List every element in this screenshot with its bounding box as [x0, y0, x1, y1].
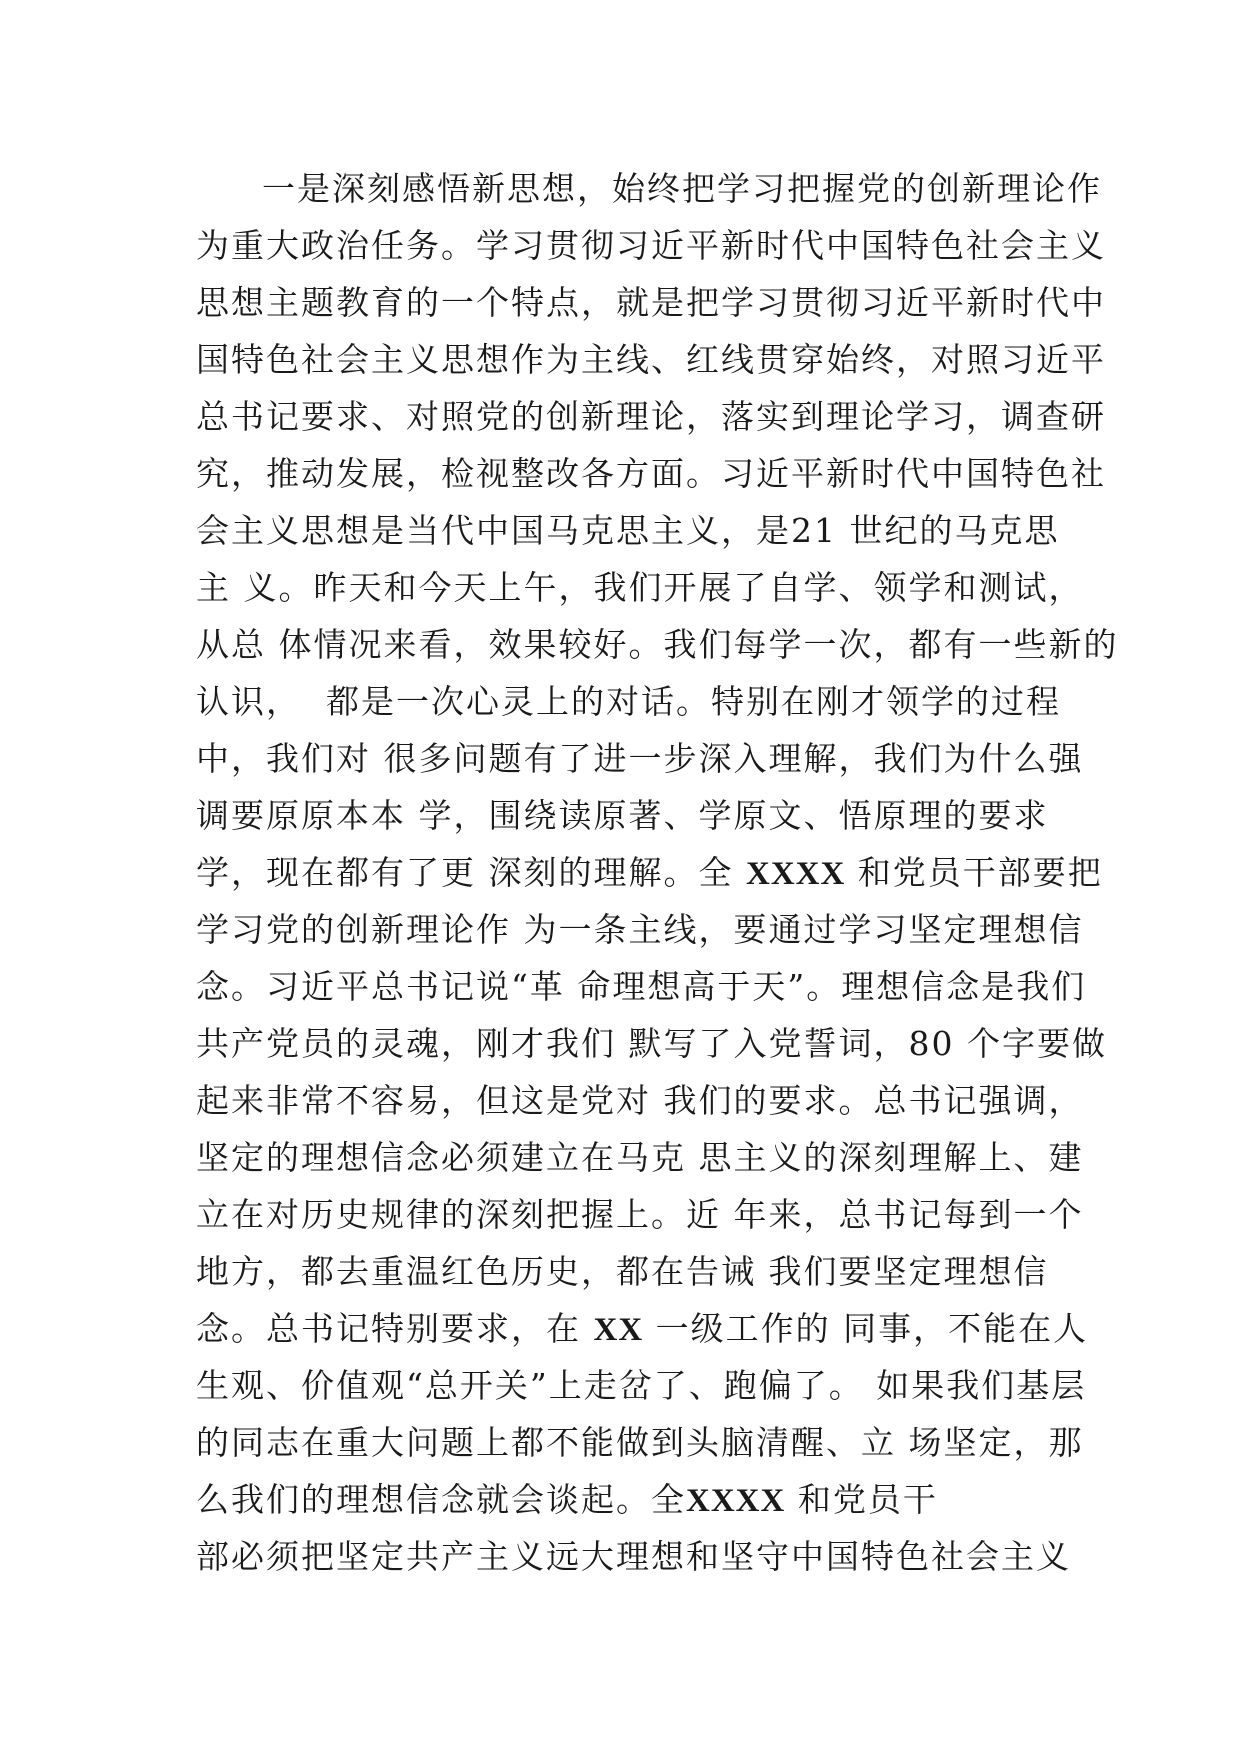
text-segment: 和党员干部要把: [845, 853, 1103, 892]
text-line: [196, 1300, 1089, 1357]
text-line: 念。习近平总书记说“革 命理想高于天”。理想信念是我们: [196, 967, 1087, 1006]
text-segment: 一级工作的 同事，不能在人: [643, 1309, 1089, 1348]
text-line: 立在对历史规律的深刻把握上。近 年来，总书记每到一个: [196, 1195, 1084, 1234]
text-line: 共产党员的灵魂，刚才我们 默写了入党誓词，80 个字要做: [196, 1024, 1107, 1063]
body-paragraph: [196, 160, 1119, 1585]
text-line: 会主义思想是当代中国马克思主义，是21 世纪的马克思: [196, 511, 1060, 550]
text-line: 调要原原本本 学，围绕读原著、学原文、悟原理的要求: [196, 796, 1049, 835]
text-line: 学习党的创新理论作 为一条主线，要通过学习坚定理想信: [196, 910, 1084, 949]
text-segment: 和党员干: [785, 1480, 938, 1519]
text-line: 认识， 都是一次心灵上的对话。特别在刚才领学的过程: [196, 682, 1061, 721]
text-segment: 学，现在都有了更 深刻的理解。全: [196, 853, 746, 892]
text-line: 从总 体情况来看，效果较好。我们每学一次，都有一些新的: [196, 625, 1119, 664]
text-line: 部必须把坚定共产主义远大理想和坚守中国特色社会主义: [196, 1537, 1071, 1576]
text-segment: 念。总书记特别要求，在: [196, 1309, 594, 1348]
text-line: 坚定的理想信念必须建立在马克 思主义的深刻理解上、建: [196, 1138, 1084, 1177]
text-line: 为重大政治任务。学习贯彻习近平新时代中国特色社会主义: [196, 226, 1106, 265]
bold-placeholder: XX: [593, 1312, 644, 1348]
text-line: [196, 1471, 1056, 1528]
text-segment: 么我们的理想信念就会谈起。全: [196, 1480, 686, 1519]
text-line: 究，推动发展，检视整改各方面。习近平新时代中国特色社: [196, 454, 1106, 493]
text-line: 思想主题教育的一个特点，就是把学习贯彻习近平新时代中: [196, 283, 1106, 322]
bold-placeholder: XXXX: [686, 1483, 786, 1519]
bold-placeholder: XXXX: [745, 856, 846, 892]
text-line: 的同志在重大问题上都不能做到头脑清醒、立 场坚定，那: [196, 1423, 1084, 1462]
text-line: 总书记要求、对照党的创新理论，落实到理论学习，调查研: [196, 397, 1106, 436]
text-line: 生观、价值观“总开关”上走岔了、跑偏了。 如果我们基层: [196, 1366, 1087, 1405]
text-line: 一是深刻感悟新思想，始终把学习把握党的创新理论作: [262, 169, 1102, 208]
text-line: 地方，都去重温红色历史，都在告诫 我们要坚定理想信: [196, 1252, 1049, 1291]
text-line: 中，我们对 很多问题有了进一步深入理解，我们为什么强: [196, 739, 1084, 778]
text-line: 起来非常不容易，但这是党对 我们的要求。总书记强调，: [196, 1081, 1084, 1120]
text-line: 国特色社会主义思想作为主线、红线贯穿始终，对照习近平: [196, 340, 1106, 379]
text-line: 主 义。昨天和今天上午，我们开展了自学、领学和测试，: [196, 568, 1084, 607]
text-line: [196, 844, 1103, 901]
